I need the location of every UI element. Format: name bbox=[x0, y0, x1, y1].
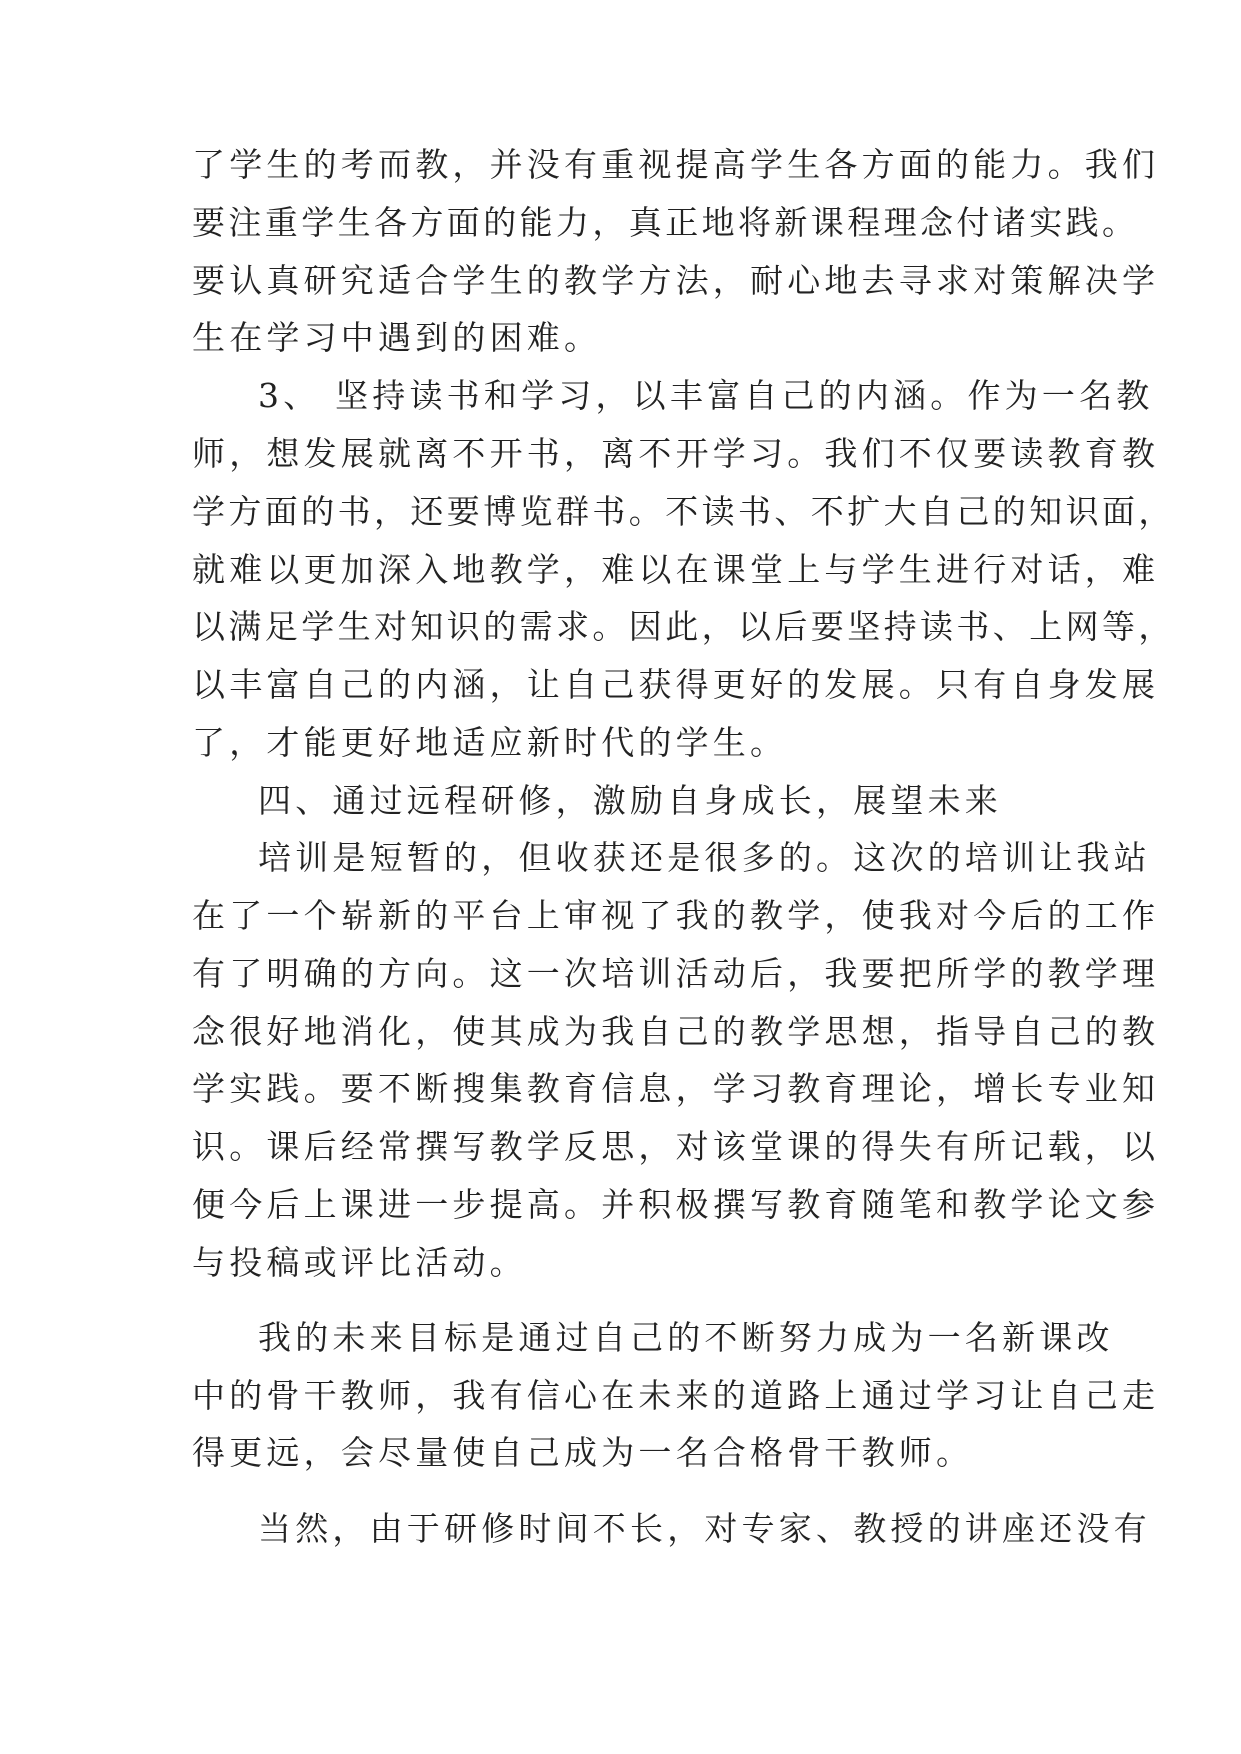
text-line: 念很好地消化，使其成为我自己的教学思想，指导自己的教 bbox=[192, 1012, 1160, 1051]
section-heading: 四、通过远程研修，激励自身成长，展望未来 bbox=[258, 781, 1002, 820]
text-line: 我的未来目标是通过自己的不断努力成为一名新课改 bbox=[258, 1318, 1114, 1357]
text-line: 师，想发展就离不开书，离不开学习。我们不仅要读教育教 bbox=[192, 434, 1160, 473]
text-line: 得更远，会尽量使自己成为一名合格骨干教师。 bbox=[192, 1433, 974, 1472]
text-line: 以满足学生对知识的需求。因此，以后要坚持读书、上网等， bbox=[192, 607, 1175, 646]
text-line: 了学生的考而教，并没有重视提高学生各方面的能力。我们 bbox=[192, 145, 1160, 184]
text-line: 在了一个崭新的平台上审视了我的教学，使我对今后的工作 bbox=[192, 896, 1160, 935]
text-line: 要认真研究适合学生的教学方法，耐心地去寻求对策解决学 bbox=[192, 261, 1160, 300]
text-line: 学实践。要不断搜集教育信息，学习教育理论，增长专业知 bbox=[192, 1069, 1160, 1108]
text-line: 中的骨干教师，我有信心在未来的道路上通过学习让自己走 bbox=[192, 1376, 1160, 1415]
text-line: 3、 坚持读书和学习，以丰富自己的内涵。作为一名教 bbox=[258, 376, 1154, 415]
text-line: 以丰富自己的内涵，让自己获得更好的发展。只有自身发展 bbox=[192, 665, 1160, 704]
text-line: 便今后上课进一步提高。并积极撰写教育随笔和教学论文参 bbox=[192, 1185, 1160, 1224]
text-line: 与投稿或评比活动。 bbox=[192, 1243, 527, 1282]
text-line: 生在学习中遇到的困难。 bbox=[192, 318, 602, 357]
text-line: 识。课后经常撰写教学反思，对该堂课的得失有所记载，以 bbox=[192, 1127, 1160, 1166]
text-line: 了，才能更好地适应新时代的学生。 bbox=[192, 723, 788, 762]
text-line: 有了明确的方向。这一次培训活动后，我要把所学的教学理 bbox=[192, 954, 1160, 993]
text-line: 要注重学生各方面的能力，真正地将新课程理念付诸实践。 bbox=[192, 203, 1139, 242]
text-line: 学方面的书，还要博览群书。不读书、不扩大自己的知识面， bbox=[192, 492, 1175, 531]
text-line: 就难以更加深入地教学，难以在课堂上与学生进行对话，难 bbox=[192, 550, 1160, 589]
text-line: 培训是短暂的，但收获还是很多的。这次的培训让我站 bbox=[258, 838, 1151, 877]
text-line: 当然，由于研修时间不长，对专家、教授的讲座还没有 bbox=[258, 1509, 1151, 1548]
